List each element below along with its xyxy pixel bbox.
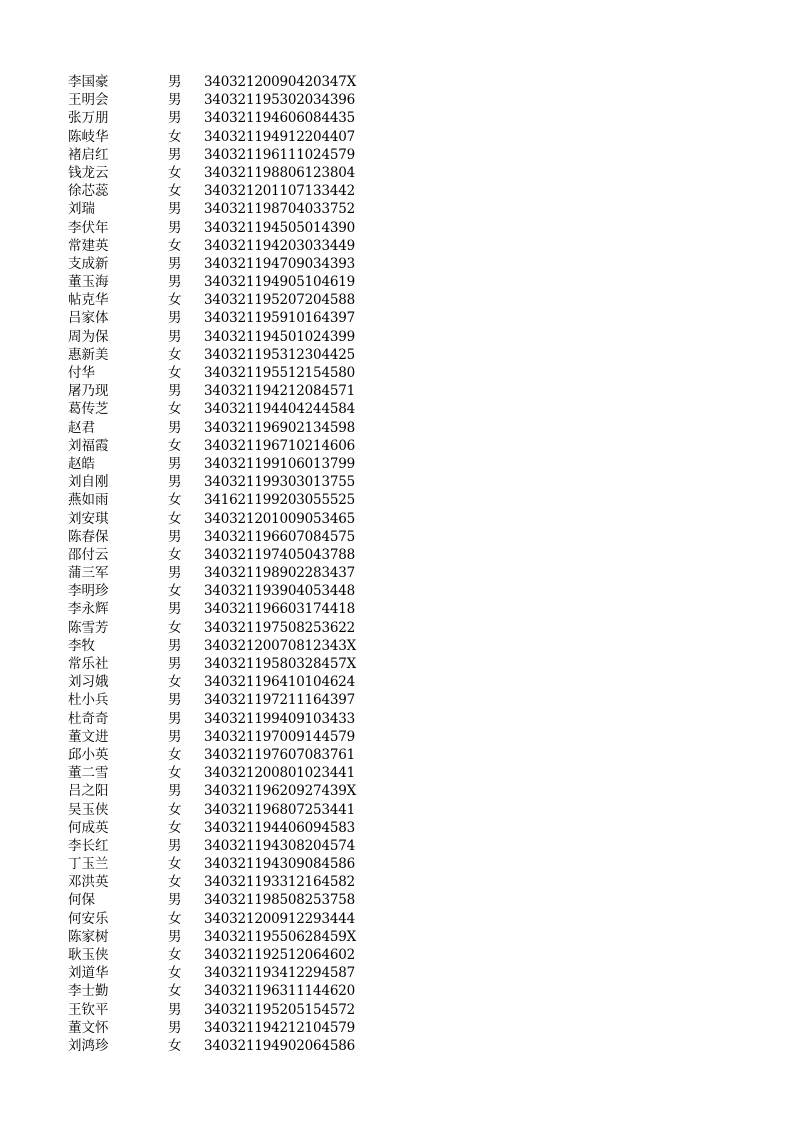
- name-cell: 刘道华: [68, 965, 109, 982]
- id-number-cell: 340321196607084575: [204, 528, 356, 545]
- gender-cell: 女: [168, 965, 182, 982]
- table-row: [68, 473, 368, 491]
- table-row: [68, 1037, 368, 1055]
- id-number-cell: 34032120070812343X: [204, 637, 357, 654]
- gender-cell: 女: [168, 164, 182, 181]
- table-row: [68, 455, 368, 473]
- name-cell: 吕家体: [68, 310, 109, 327]
- table-row: [68, 655, 368, 673]
- table-row: [68, 255, 368, 273]
- table-row: [68, 146, 368, 164]
- gender-cell: 男: [168, 110, 182, 127]
- gender-cell: 女: [168, 910, 182, 927]
- table-row: [68, 91, 368, 109]
- gender-cell: 女: [168, 128, 182, 145]
- table-row: [68, 164, 368, 182]
- name-cell: 刘福霞: [68, 437, 109, 454]
- id-number-cell: 340321194912204407: [204, 128, 356, 145]
- table-row: [68, 510, 368, 528]
- name-cell: 李士勤: [68, 983, 109, 1000]
- name-cell: 周为保: [68, 328, 109, 345]
- id-number-cell: 340321195302034396: [204, 92, 356, 109]
- gender-cell: 女: [168, 346, 182, 363]
- id-number-cell: 340321197508253622: [204, 619, 356, 636]
- name-cell: 董二雪: [68, 765, 109, 782]
- gender-cell: 女: [168, 292, 182, 309]
- gender-cell: 男: [168, 146, 182, 163]
- id-number-cell: 34032119580328457X: [204, 656, 357, 672]
- name-cell: 丁玉兰: [68, 856, 109, 873]
- name-cell: 李长红: [68, 837, 109, 854]
- name-cell: 陈岐华: [68, 128, 109, 145]
- gender-cell: 女: [168, 746, 182, 763]
- table-row: [68, 910, 368, 928]
- table-row: [68, 764, 368, 782]
- gender-cell: 男: [168, 637, 182, 654]
- gender-cell: 男: [168, 928, 182, 945]
- id-number-cell: 340321200801023441: [204, 765, 356, 782]
- table-row: [68, 946, 368, 964]
- gender-cell: 男: [168, 274, 182, 291]
- table-row: [68, 801, 368, 819]
- name-cell: 王明会: [68, 92, 109, 109]
- name-cell: 赵皓: [68, 455, 95, 472]
- id-number-cell: 340321200912293444: [204, 910, 356, 927]
- id-number-cell: 340321193412294587: [204, 965, 356, 982]
- gender-cell: 女: [168, 492, 182, 509]
- gender-cell: 男: [168, 255, 182, 272]
- table-row: [68, 819, 368, 837]
- table-row: [68, 273, 368, 291]
- gender-cell: 女: [168, 237, 182, 254]
- table-row: [68, 928, 368, 946]
- id-number-cell: 340321195910164397: [204, 310, 356, 327]
- id-number-cell: 340321194212104579: [204, 1019, 356, 1036]
- gender-cell: 男: [168, 383, 182, 400]
- name-cell: 李明珍: [68, 583, 109, 600]
- gender-cell: 男: [168, 92, 182, 109]
- gender-cell: 男: [168, 419, 182, 436]
- name-cell: 赵君: [68, 419, 95, 436]
- name-cell: 陈雪芳: [68, 619, 109, 636]
- id-number-cell: 340321196710214606: [204, 437, 356, 454]
- table-row: [68, 1001, 368, 1019]
- table-row: [68, 746, 368, 764]
- name-cell: 刘鸿珍: [68, 1037, 109, 1054]
- gender-cell: 女: [168, 819, 182, 836]
- id-number-cell: 340321197405043788: [204, 546, 356, 563]
- id-number-cell: 340321196603174418: [204, 601, 356, 618]
- name-cell: 屠乃现: [68, 383, 109, 400]
- name-cell: 耿玉侠: [68, 947, 109, 963]
- id-number-cell: 340321194501024399: [204, 328, 356, 345]
- id-number-cell: 340321194309084586: [204, 856, 356, 873]
- gender-cell: 女: [168, 510, 182, 527]
- gender-cell: 男: [168, 728, 182, 745]
- id-number-cell: 340321194203033449: [204, 237, 356, 254]
- name-cell: 董玉海: [68, 274, 109, 291]
- gender-cell: 男: [168, 837, 182, 854]
- table-row: [68, 564, 368, 582]
- name-cell: 杜小兵: [68, 692, 109, 709]
- name-cell: 邱小英: [68, 746, 109, 763]
- name-cell: 吴玉侠: [68, 801, 109, 818]
- name-cell: 刘习娥: [68, 674, 109, 691]
- name-cell: 邓洪英: [68, 874, 109, 891]
- id-number-cell: 340321196311144620: [204, 983, 356, 1000]
- gender-cell: 女: [168, 765, 182, 782]
- id-number-cell: 340321197009144579: [204, 728, 356, 745]
- id-number-cell: 340321198704033752: [204, 201, 356, 218]
- name-cell: 刘自刚: [68, 474, 109, 491]
- table-row: [68, 219, 368, 237]
- id-number-cell: 340321196807253441: [204, 801, 356, 818]
- id-number-cell: 340321194902064586: [204, 1037, 356, 1054]
- id-number-cell: 340321199409103433: [204, 710, 356, 727]
- name-cell: 付华: [68, 365, 95, 381]
- name-cell: 董文进: [68, 728, 109, 745]
- gender-cell: 男: [168, 710, 182, 727]
- name-cell: 陈春保: [68, 528, 109, 545]
- gender-cell: 男: [168, 455, 182, 472]
- gender-cell: 女: [168, 801, 182, 818]
- gender-cell: 男: [168, 328, 182, 345]
- table-row: [68, 437, 368, 455]
- table-row: [68, 673, 368, 691]
- table-row: [68, 546, 368, 564]
- name-cell: 葛传芝: [68, 401, 109, 418]
- id-number-cell: 340321197211164397: [204, 692, 356, 709]
- id-number-cell: 340321194212084571: [204, 383, 356, 400]
- id-number-cell: 340321195205154572: [204, 1001, 356, 1018]
- id-number-cell: 340321194308204574: [204, 837, 356, 854]
- id-number-cell: 340321195207204588: [204, 292, 356, 309]
- table-row: [68, 291, 368, 309]
- id-number-cell: 34032119620927439X: [204, 783, 357, 800]
- gender-cell: 男: [168, 219, 182, 236]
- table-row: [68, 419, 368, 437]
- name-cell: 何安乐: [68, 910, 109, 927]
- gender-cell: 女: [168, 401, 182, 418]
- gender-cell: 男: [168, 1019, 182, 1036]
- gender-cell: 女: [168, 183, 182, 200]
- name-cell: 陈家树: [68, 928, 109, 945]
- table-row: [68, 637, 368, 655]
- name-cell: 褚启红: [68, 146, 109, 163]
- table-row: [68, 964, 368, 982]
- gender-cell: 女: [168, 983, 182, 1000]
- table-row: [68, 491, 368, 509]
- table-row: [68, 128, 368, 146]
- name-cell: 张万朋: [68, 110, 109, 127]
- gender-cell: 男: [168, 892, 182, 909]
- id-number-cell: 340321193904053448: [204, 583, 356, 600]
- id-number-cell: 340321194404244584: [204, 401, 356, 418]
- name-cell: 董文怀: [68, 1019, 109, 1036]
- id-number-cell: 340321195312304425: [204, 346, 356, 363]
- name-cell: 钱龙云: [68, 164, 109, 181]
- gender-cell: 男: [168, 656, 182, 672]
- gender-cell: 女: [168, 674, 182, 691]
- id-number-cell: 340321196111024579: [204, 146, 356, 163]
- name-cell: 李伏年: [68, 219, 109, 236]
- table-row: [68, 109, 368, 127]
- name-cell: 蒲三军: [68, 565, 109, 582]
- table-row: [68, 528, 368, 546]
- id-number-cell: 340321192512064602: [204, 947, 356, 963]
- gender-cell: 女: [168, 365, 182, 381]
- gender-cell: 女: [168, 619, 182, 636]
- name-cell: 刘安琪: [68, 510, 109, 527]
- id-number-cell: 340321198508253758: [204, 892, 356, 909]
- id-number-cell: 340321196410104624: [204, 674, 356, 691]
- id-number-cell: 341621199203055525: [204, 492, 356, 509]
- gender-cell: 女: [168, 856, 182, 873]
- name-cell: 何保: [68, 892, 95, 909]
- gender-cell: 男: [168, 565, 182, 582]
- table-row: [68, 382, 368, 400]
- gender-cell: 女: [168, 874, 182, 891]
- gender-cell: 男: [168, 201, 182, 218]
- gender-cell: 男: [168, 692, 182, 709]
- id-number-cell: 340321193312164582: [204, 874, 356, 891]
- table-row: [68, 782, 368, 800]
- id-number-cell: 340321194905104619: [204, 274, 356, 291]
- gender-cell: 女: [168, 583, 182, 600]
- table-row: [68, 837, 368, 855]
- gender-cell: 男: [168, 310, 182, 327]
- table-row: [68, 600, 368, 618]
- name-cell: 吕之阳: [68, 783, 109, 800]
- table-row: [68, 710, 368, 728]
- id-number-cell: 340321198902283437: [204, 565, 356, 582]
- gender-cell: 男: [168, 1001, 182, 1018]
- table-row: [68, 873, 368, 891]
- id-number-cell: 340321198806123804: [204, 164, 356, 181]
- name-cell: 王钦平: [68, 1001, 109, 1018]
- name-cell: 惠新美: [68, 346, 109, 363]
- name-cell: 刘瑞: [68, 201, 95, 218]
- gender-cell: 女: [168, 947, 182, 963]
- gender-cell: 男: [168, 528, 182, 545]
- name-cell: 李牧: [68, 637, 95, 654]
- table-row: [68, 1019, 368, 1037]
- table-row: [68, 982, 368, 1000]
- table-row: [68, 73, 368, 91]
- name-cell: 徐芯蕊: [68, 183, 109, 200]
- id-number-cell: 34032119550628459X: [204, 928, 357, 945]
- table-row: [68, 237, 368, 255]
- name-cell: 支成新: [68, 255, 109, 272]
- id-number-cell: 340321199106013799: [204, 455, 356, 472]
- table-row: [68, 691, 368, 709]
- gender-cell: 男: [168, 74, 182, 90]
- table-row: [68, 728, 368, 746]
- id-number-cell: 340321197607083761: [204, 746, 356, 763]
- gender-cell: 女: [168, 437, 182, 454]
- gender-cell: 女: [168, 546, 182, 563]
- table-row: [68, 891, 368, 909]
- roster-table: [68, 73, 368, 1055]
- id-number-cell: 340321199303013755: [204, 474, 356, 491]
- name-cell: 常建英: [68, 237, 109, 254]
- table-row: [68, 582, 368, 600]
- id-number-cell: 340321196902134598: [204, 419, 356, 436]
- table-row: [68, 346, 368, 364]
- gender-cell: 女: [168, 1037, 182, 1054]
- gender-cell: 男: [168, 474, 182, 491]
- name-cell: 李国豪: [68, 74, 109, 90]
- table-row: [68, 328, 368, 346]
- table-row: [68, 855, 368, 873]
- gender-cell: 男: [168, 601, 182, 618]
- id-number-cell: 340321194606084435: [204, 110, 356, 127]
- table-row: [68, 619, 368, 637]
- id-number-cell: 340321201107133442: [204, 183, 356, 200]
- id-number-cell: 340321201009053465: [204, 510, 356, 527]
- table-row: [68, 400, 368, 418]
- name-cell: 李永辉: [68, 601, 109, 618]
- name-cell: 邵付云: [68, 546, 109, 563]
- table-row: [68, 200, 368, 218]
- table-row: [68, 309, 368, 327]
- id-number-cell: 340321194406094583: [204, 819, 356, 836]
- name-cell: 燕如雨: [68, 492, 109, 509]
- id-number-cell: 340321194505014390: [204, 219, 356, 236]
- name-cell: 帖克华: [68, 292, 109, 309]
- id-number-cell: 340321195512154580: [204, 365, 356, 381]
- name-cell: 常乐社: [68, 656, 109, 672]
- id-number-cell: 340321194709034393: [204, 255, 356, 272]
- gender-cell: 男: [168, 783, 182, 800]
- table-row: [68, 182, 368, 200]
- table-row: [68, 364, 368, 382]
- id-number-cell: 34032120090420347X: [204, 74, 357, 90]
- name-cell: 杜奇奇: [68, 710, 109, 727]
- name-cell: 何成英: [68, 819, 109, 836]
